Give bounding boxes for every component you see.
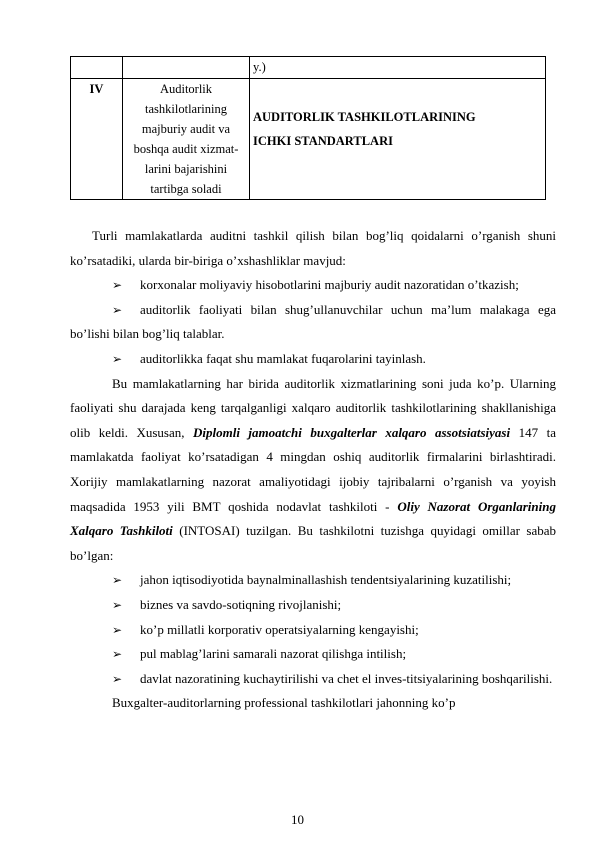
row-number: IV [71, 79, 123, 200]
standard-name-line: ICHKI STANDARTLARI [253, 134, 393, 148]
scope-line: larini bajarishini [144, 162, 228, 176]
arrow-bullet-icon: ➢ [112, 573, 123, 588]
arrow-bullet-icon: ➢ [112, 351, 123, 366]
arrow-bullet-icon: ➢ [112, 622, 123, 637]
paragraph: Buxgalter-auditorlarning professional tashkilotlari jahonning ko’p [112, 695, 456, 711]
arrow-bullet-icon: ➢ [112, 671, 123, 686]
text-run: 147 ta mamlakatda faoliyat ko’rsatadigan 4 mingdan oshiq auditorlik firmalarini birlashtiradi. Xorijiy mamlakatlarning nazorat amaliyotidagi ijobiy tajribalarni o’rganish va yoyish maqsadida 1953 yili BMT qoshida nodavlat tashkiloti - [70, 424, 556, 514]
scope-line: Auditorlik [159, 82, 213, 96]
arrow-bullet-icon: ➢ [112, 597, 123, 612]
list-item: ➢ ko’p millatli korporativ operatsiyalarning kengayishi; [70, 618, 556, 643]
paragraph: Turli mamlakatlarda auditni tashkil qilish bilan bog’liq qoidalarni o’rganish shuni ko’rsatadiki, ularda bir-biriga o’xshashliklar mavjud: [70, 228, 556, 268]
standards-table [70, 56, 546, 200]
table-cell [71, 57, 123, 79]
table-row [71, 79, 546, 200]
body-text [70, 224, 556, 716]
table-cell [123, 57, 250, 79]
scope-line: tashkilotlarining [145, 102, 227, 116]
scope-line: tartibga soladi [150, 182, 222, 196]
list-item: ➢ auditorlikka faqat shu mamlakat fuqarolarini tayinlash. [70, 347, 556, 372]
arrow-bullet-icon: ➢ [112, 302, 123, 317]
paragraph [70, 372, 556, 569]
table-cell: y.) [250, 57, 546, 79]
standard-name [253, 105, 542, 153]
list-item: ➢ korxonalar moliyaviy hisobotlarini majburiy audit nazoratidan o’tkazish; [70, 273, 556, 298]
text-run: (INTOSAI) tuzilgan. Bu tashkilotni tuzishga quyidagi omillar sabab bo’lgan: [70, 523, 556, 563]
scope-line: boshqa audit xizmat- [133, 142, 239, 156]
arrow-bullet-icon: ➢ [112, 278, 123, 293]
list-item: ➢ pul mablag’larini samarali nazorat qilishga intilish; [70, 642, 556, 667]
standard-name-cell [250, 79, 546, 200]
text-run: Bu mamlakatlarning har birida auditorlik xizmatlarining soni juda ko’p. Ularning faoliyati shu darajada keng tarqalganligi xalqaro auditorlik tashkilotlarining shakllanishiga olib keldi. Xususan, [70, 375, 556, 440]
scope-cell [123, 79, 250, 200]
emphasis-text: Diplomli jamoatchi buxgalterlar xalqaro assotsiatsiyasi [192, 424, 511, 440]
list-item: ➢ biznes va savdo-sotiqning rivojlanishi; [70, 593, 556, 618]
list-item: ➢ davlat nazoratining kuchaytirilishi va chet el inves-titsiyalarining boshqarilishi. [70, 667, 556, 692]
list-item: ➢ auditorlik faoliyati bilan shug’ullanuvchilar uchun ma’lum malakaga ega bo’lishi bilan bog’liq talablar. [70, 298, 556, 347]
list-item: ➢ jahon iqtisodiyotida baynalminallashish tendentsiyalarining kuzatilishi; [70, 568, 556, 593]
arrow-bullet-icon: ➢ [112, 647, 123, 662]
page-number: 10 [291, 812, 304, 827]
table-row [71, 57, 546, 79]
emphasis-text: Oliy Nazorat Organlarining Xalqaro Tashkiloti [70, 498, 556, 539]
scope-line: majburiy audit va [141, 122, 231, 136]
standard-name-line: AUDITORLIK TASHKILOTLARINING [253, 110, 476, 124]
